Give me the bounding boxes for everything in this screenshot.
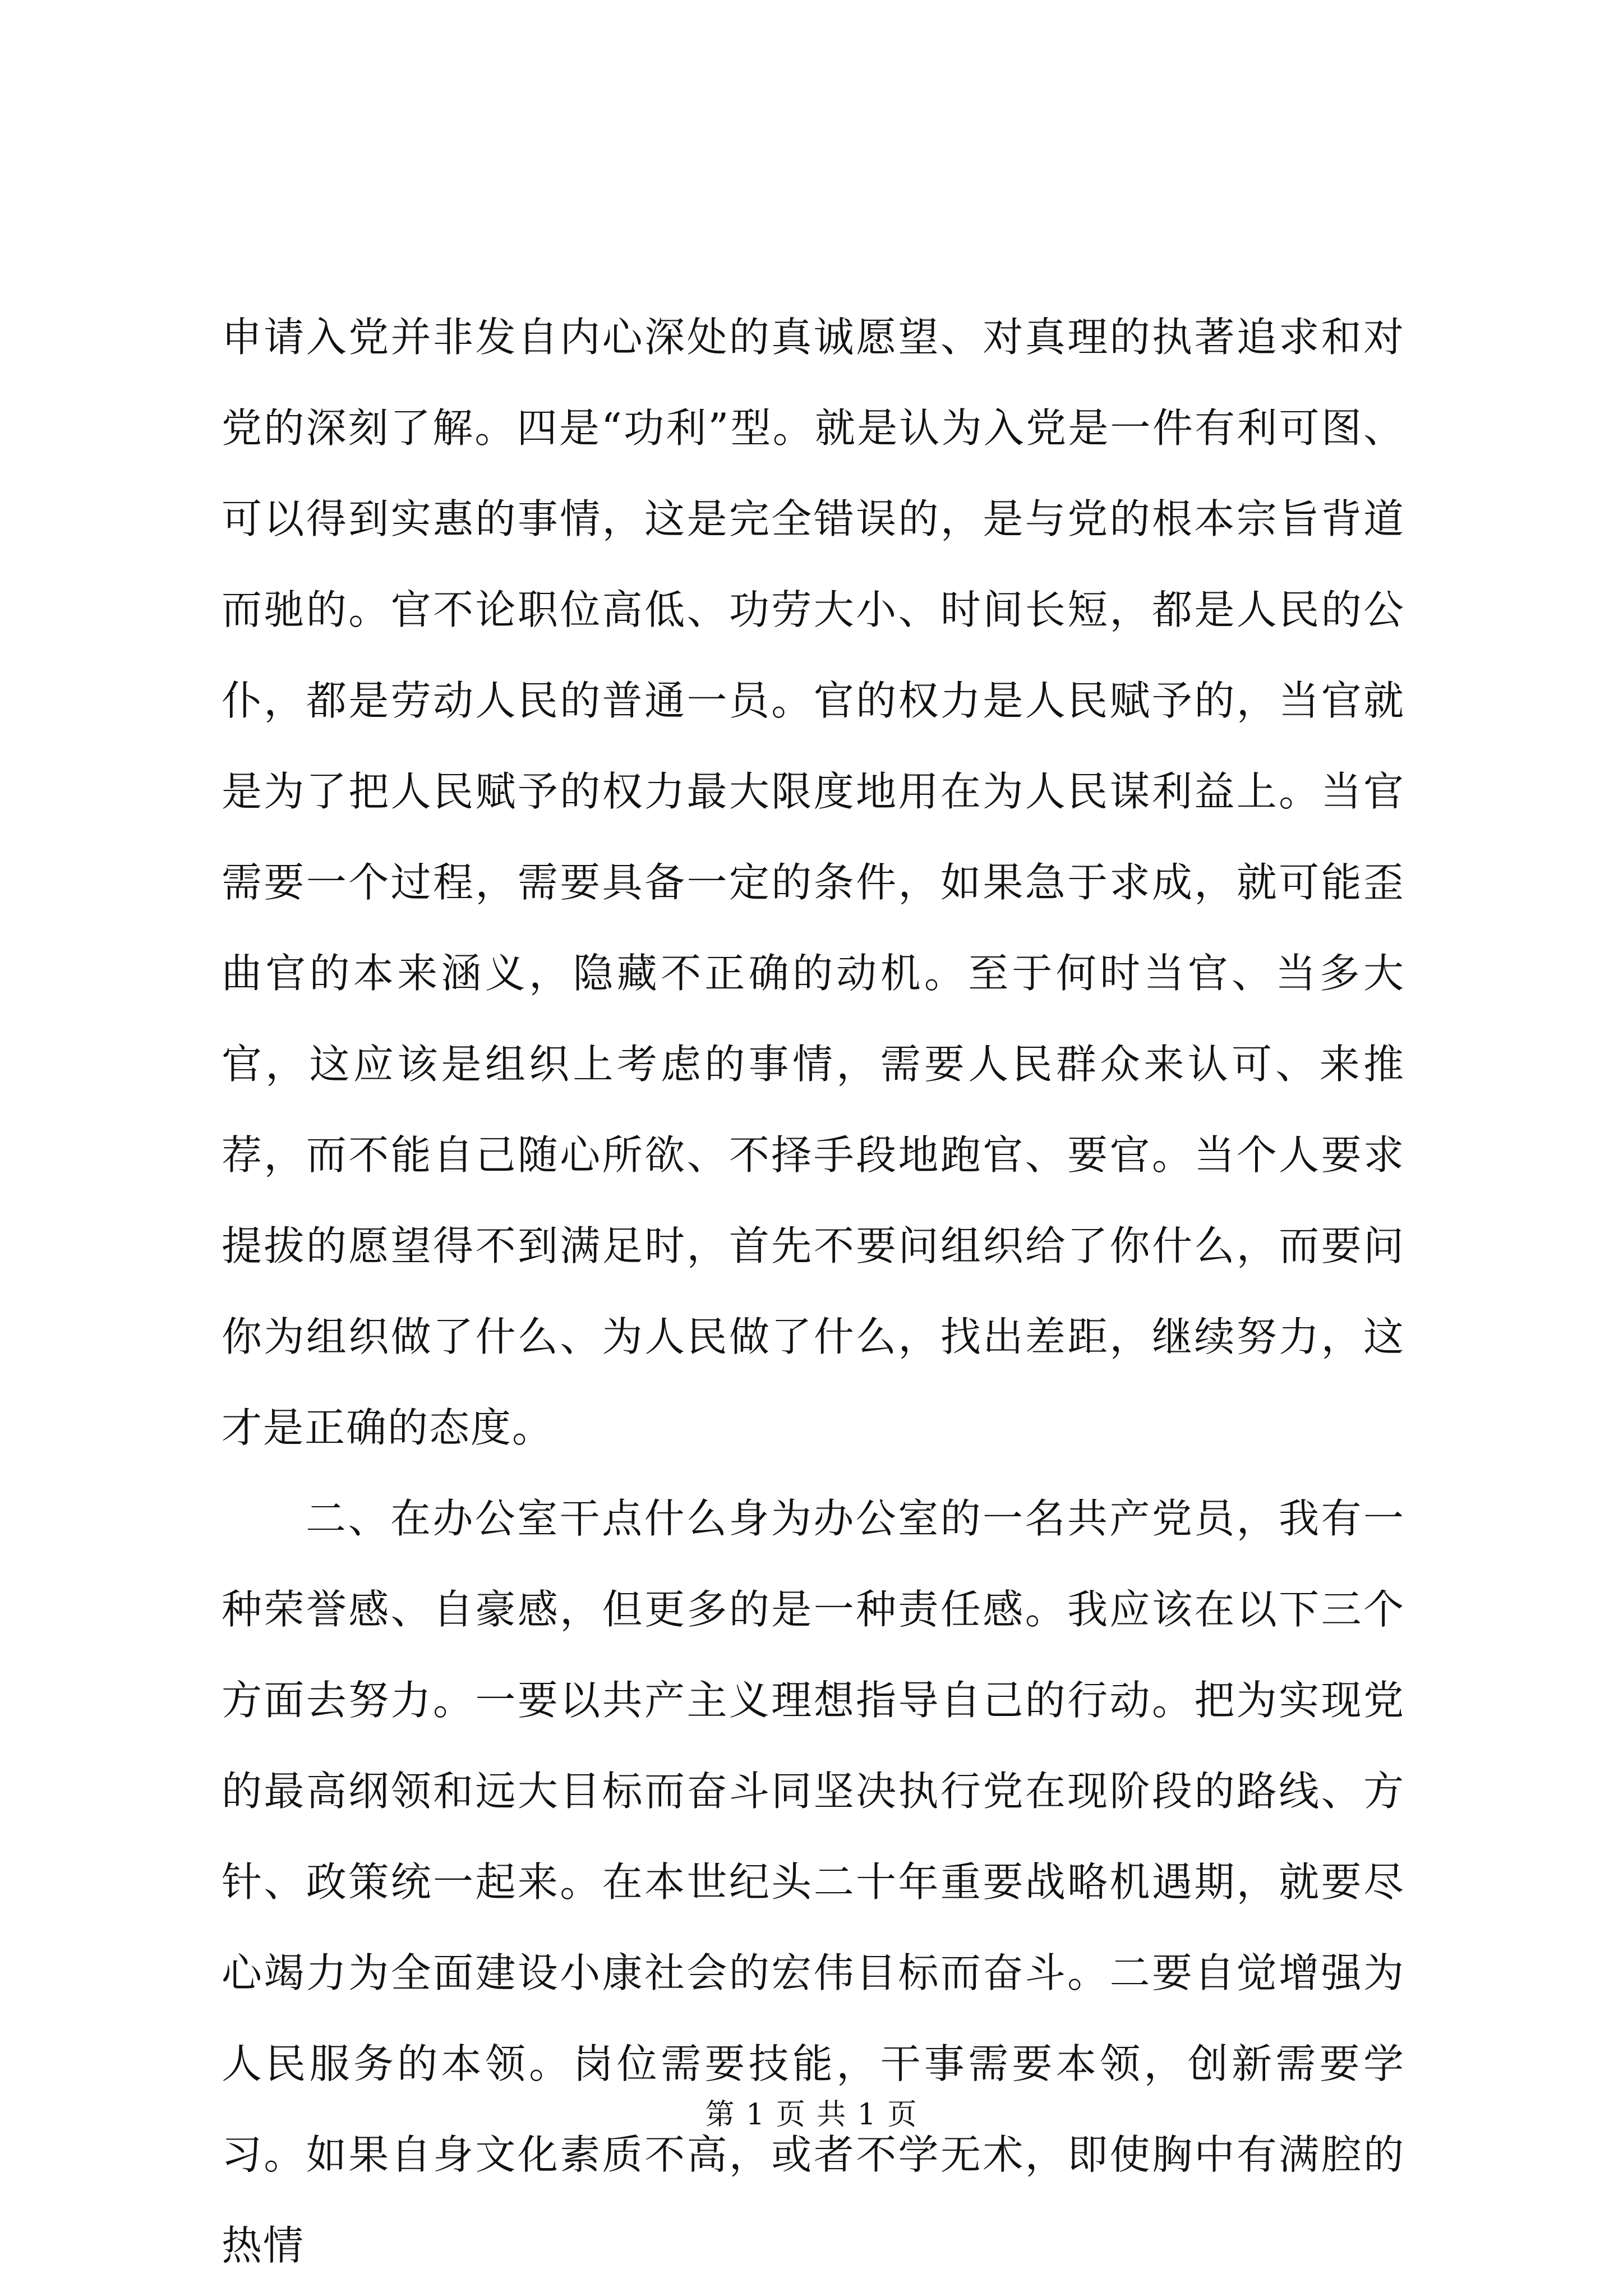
- paragraph-1: 申请入党并非发自内心深处的真诚愿望、对真理的执著追求和对党的深刻了解。四是“功利”型。就是认为入党是一件有利可图、可以得到实惠的事情，这是完全错误的，是与党的根本宗旨背道而驰的。官不论职位高低、功劳大小、时间长短，都是人民的公仆，都是劳动人民的普通一员。官的权力是人民赋予的，当官就是为了把人民赋予的权力最大限度地用在为人民谋利益上。当官需要一个过程，需要具备一定的条件，如果急于求成，就可能歪曲官的本来涵义，隐藏不正确的动机。至于何时当官、当多大官，这应该是组织上考虑的事情，需要人民群众来认可、来推荐，而不能自己随心所欲、不择手段地跑官、要官。当个人要求提拔的愿望得不到满足时，首先不要问组织给了你什么，而要问你为组织做了什么、为人民做了什么，找出差距，继续努力，这才是正确的态度。: [222, 314, 1405, 1451]
- page-footer: 第 1 页 共 1 页: [705, 2098, 918, 2132]
- paragraph-2: 二、在办公室干点什么身为办公室的一名共产党员，我有一种荣誉感、自豪感，但更多的是一种责任感。我应该在以下三个方面去努力。一要以共产主义理想指导自己的行动。把为实现党的最高纲领和远大目标而奋斗同坚决执行党在现阶段的路线、方针、政策统一起来。在本世纪头二十年重要战略机遇期，就要尽心竭力为全面建设小康社会的宏伟目标而奋斗。二要自觉增强为人民服务的本领。岗位需要技能，干事需要本领，创新需要学习。如果自身文化素质不高，或者不学无术，即使胸中有满腔的热情: [222, 1495, 1405, 2269]
- document-body: [222, 292, 1405, 2291]
